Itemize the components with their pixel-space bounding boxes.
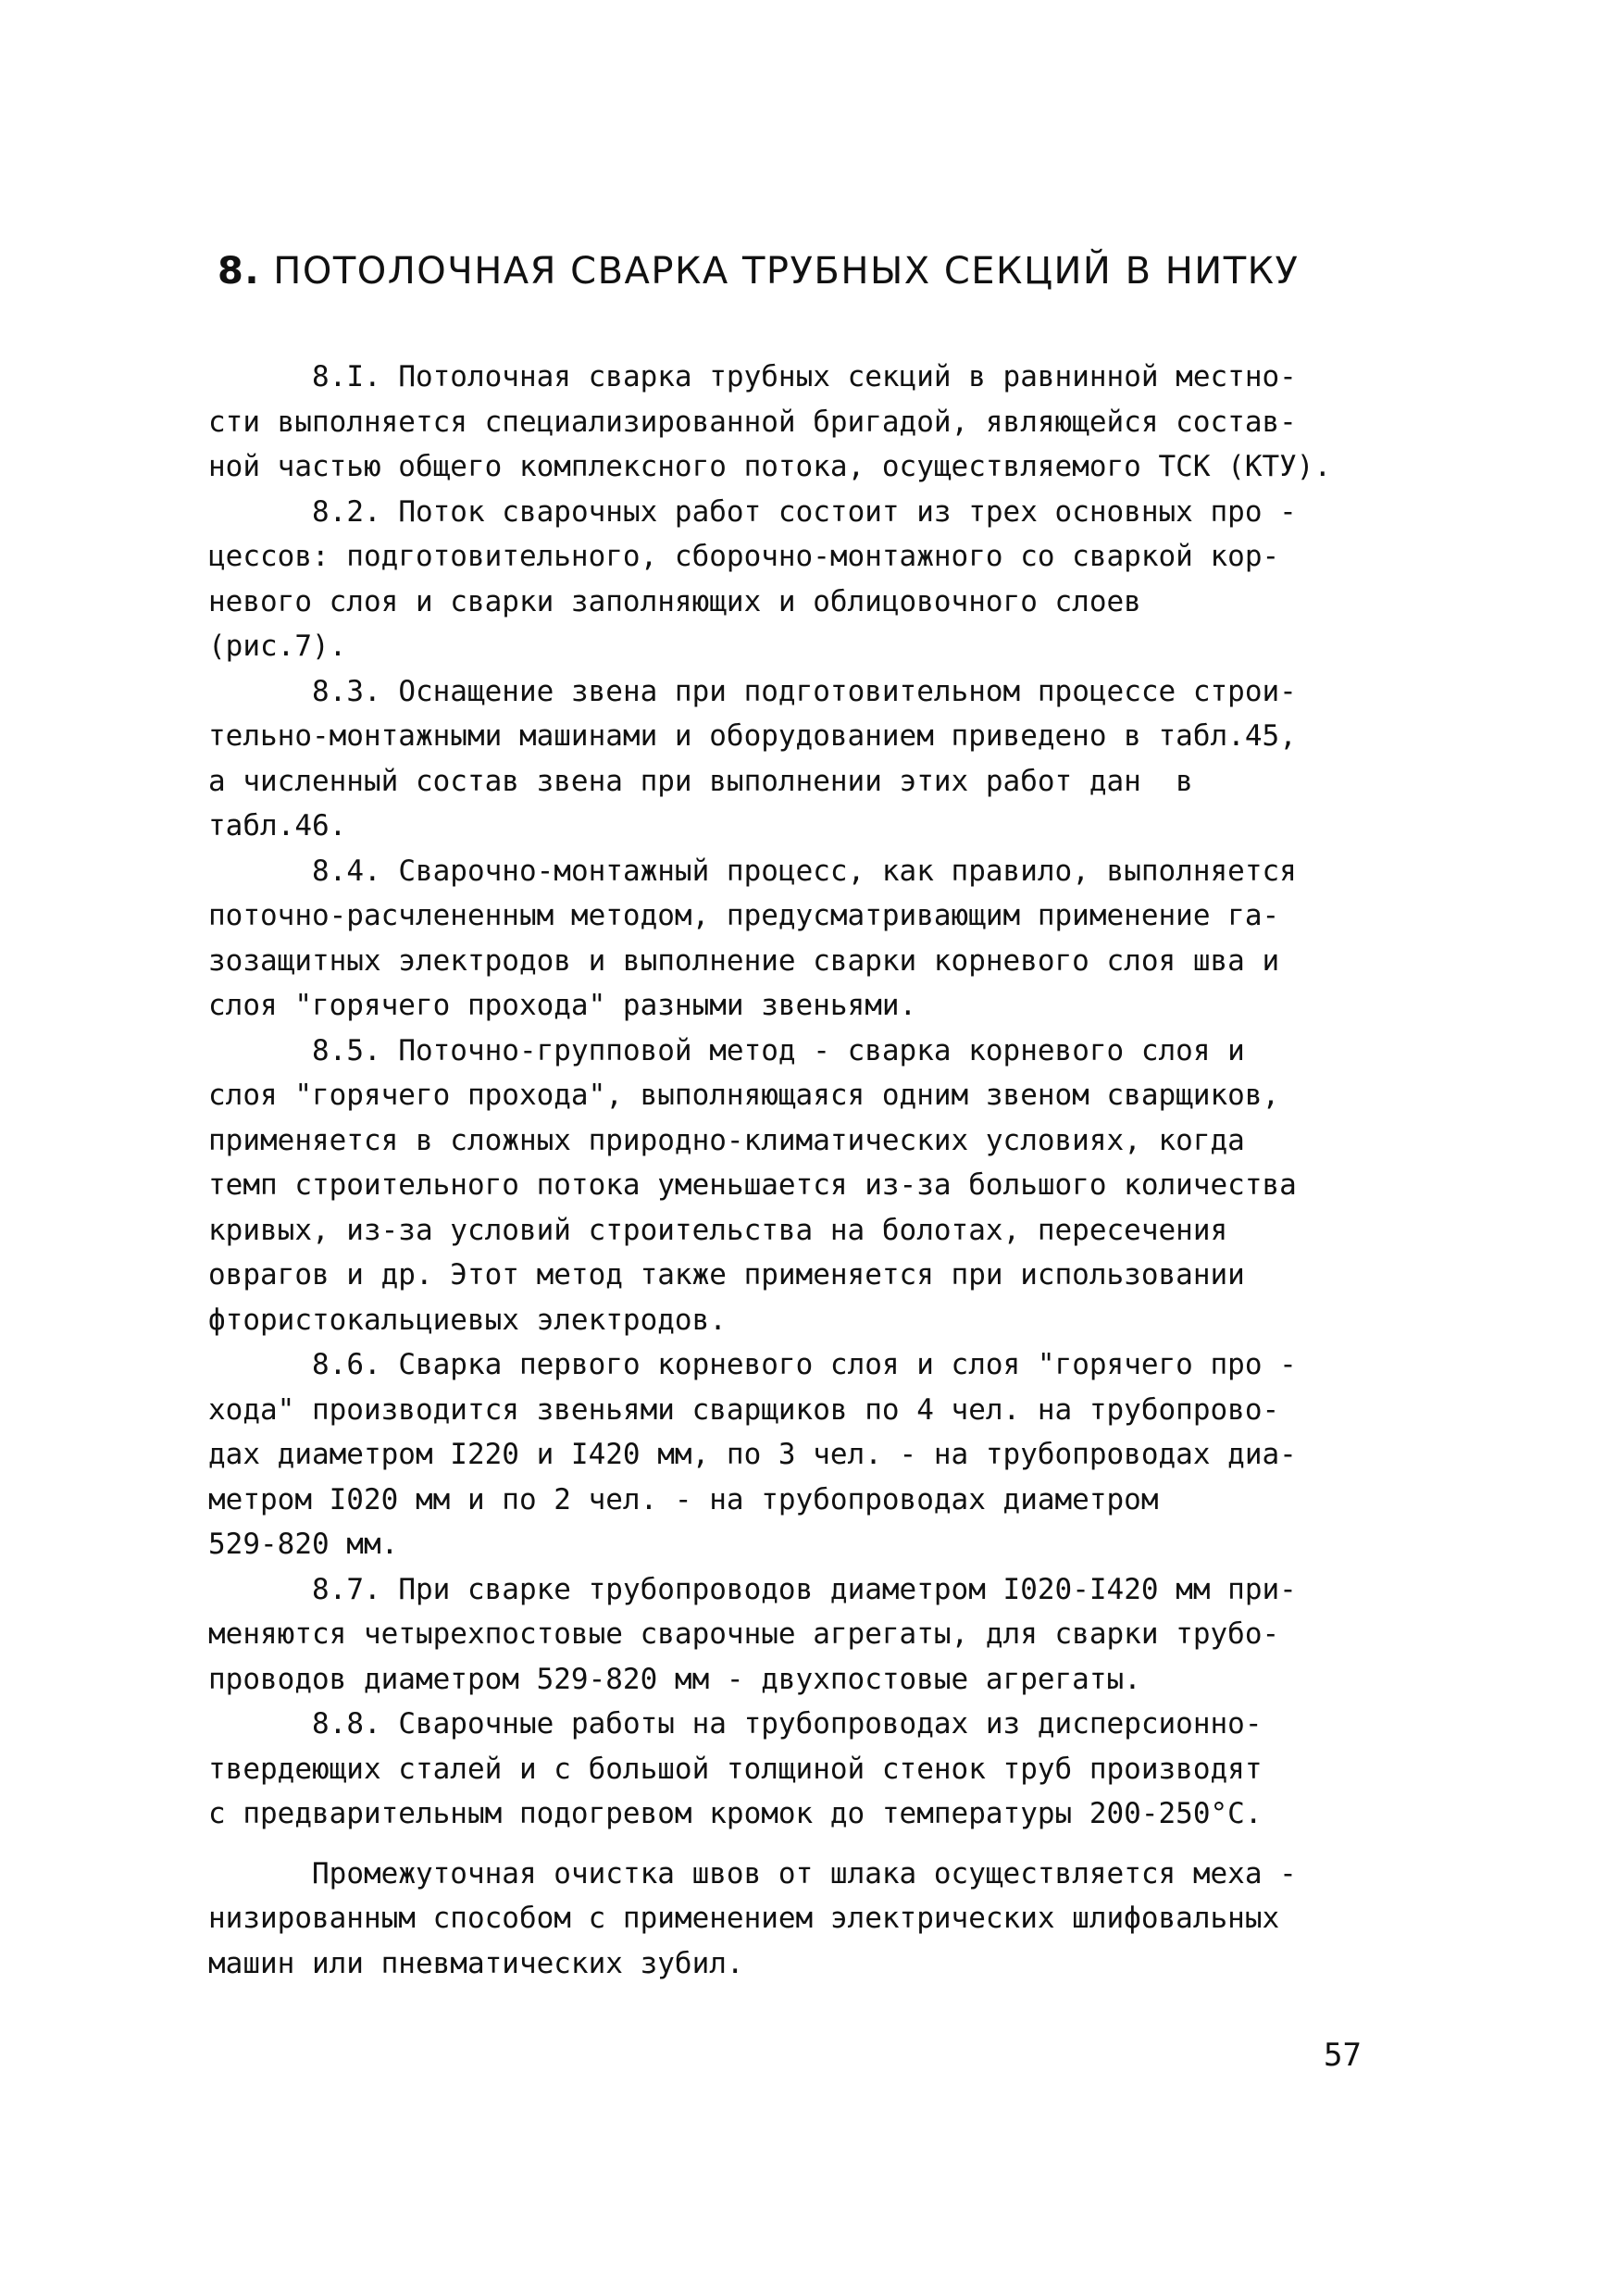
text-line: а численный состав звена при выполнении этих работ дан в xyxy=(208,764,1193,798)
text-line: твердеющих сталей и с большой толщиной стенок труб производят xyxy=(208,1752,1263,1786)
text-line: темп строительного потока уменьшается из-за большого количества xyxy=(208,1168,1297,1202)
text-line: хода" производится звеньями сварщиков по 4 чел. на трубопрово- xyxy=(208,1392,1280,1427)
text-line: (рис.7). xyxy=(208,630,347,663)
text-line: с предварительным подогревом кромок до температуры 200-250°С. xyxy=(208,1797,1263,1830)
text-line: 8.6. Сварка первого корневого слоя и слоя "горячего про - xyxy=(312,1348,1297,1381)
text-line: ной частью общего комплексного потока, осуществляемого ТСК (КТУ). xyxy=(208,450,1332,483)
text-line: применяется в сложных природно-климатических условиях, когда xyxy=(208,1123,1245,1157)
text-line: машин или пневматических зубил. xyxy=(208,1946,744,1980)
text-line: фтористокальциевых электродов. xyxy=(208,1303,727,1337)
text-line: зозащитных электродов и выполнение сварки корневого слоя шва и xyxy=(208,943,1280,978)
text-line: низированным способом с применением электрических шлифовальных xyxy=(208,1902,1280,1935)
text-line: 8.I. Потолочная сварка трубных секций в равнинной местно- xyxy=(312,360,1297,393)
text-line: 8.2. Поток сварочных работ состоит из трех основных про - xyxy=(312,494,1297,529)
page-number: 57 xyxy=(1324,2037,1362,2074)
section-heading xyxy=(218,250,1421,293)
text-line: метром I020 мм и по 2 чел. - на трубопроводах диаметром xyxy=(208,1482,1159,1516)
text-line: 8.8. Сварочные работы на трубопроводах из дисперсионно- xyxy=(312,1707,1263,1741)
text-line: 529-820 мм. xyxy=(208,1528,399,1561)
text-line: 8.5. Поточно-групповой метод - сварка корневого слоя и xyxy=(312,1033,1245,1067)
text-line: цессов: подготовительного, сборочно-монтажного со сваркой кор- xyxy=(208,540,1280,573)
text-line: 8.7. При сварке трубопроводов диаметром I020-I420 мм при- xyxy=(312,1572,1297,1606)
text-line: слоя "горячего прохода", выполняющаяся одним звеном сварщиков, xyxy=(208,1079,1280,1112)
text-line: табл.46. xyxy=(208,809,347,842)
text-line: меняются четырехпостовые сварочные агрегаты, для сварки трубо- xyxy=(208,1617,1280,1651)
text-line: невого слоя и сварки заполняющих и облицовочного слоев xyxy=(208,584,1141,618)
section-title: ПОТОЛОЧНАЯ СВАРКА ТРУБНЫХ СЕКЦИЙ В НИТКУ xyxy=(273,250,1300,293)
text-line: оврагов и др. Этот метод также применяется при использовании xyxy=(208,1258,1245,1292)
section-number: 8. xyxy=(218,250,261,293)
text-line: кривых, из-за условий строительства на болотах, пересечения xyxy=(208,1213,1228,1247)
body-text xyxy=(208,355,1449,1986)
text-line: сти выполняется специализированной бригадой, являющейся состав- xyxy=(208,405,1297,439)
text-line: Промежуточная очистка швов от шлака осуществляется меха - xyxy=(312,1856,1297,1890)
text-line: тельно-монтажными машинами и оборудованием приведено в табл.45, xyxy=(208,719,1297,753)
text-line: поточно-расчлененным методом, предусматривающим применение га- xyxy=(208,899,1280,932)
text-line: проводов диаметром 529-820 мм - двухпостовые агрегаты. xyxy=(208,1662,1141,1696)
text-line: 8.4. Сварочно-монтажный процесс, как правило, выполняется xyxy=(312,854,1297,888)
text-line: слоя "горячего прохода" разными звеньями. xyxy=(208,989,917,1022)
text-line: дах диаметром I220 и I420 мм, по 3 чел. - на трубопроводах диа- xyxy=(208,1438,1297,1471)
text-line: 8.3. Оснащение звена при подготовительном процессе строи- xyxy=(312,674,1297,708)
